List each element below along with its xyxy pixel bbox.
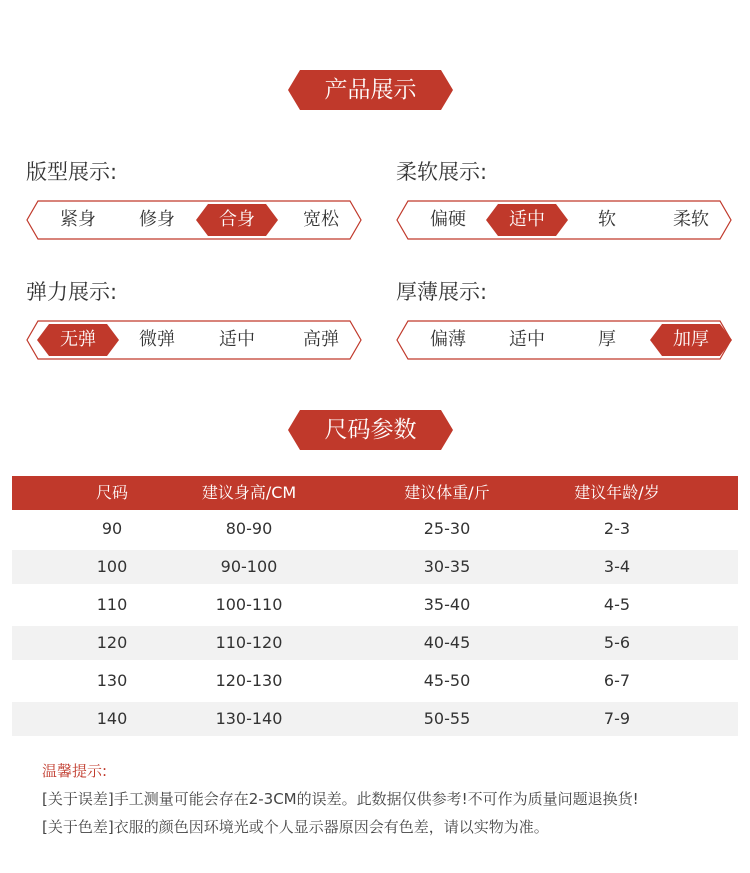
attr-scale-fit — [26, 200, 362, 240]
cell-size: 140 — [96, 709, 128, 728]
cell-age: 6-7 — [603, 671, 631, 690]
cell-age: 2-3 — [603, 519, 631, 538]
attr-scale-thickness — [396, 320, 732, 360]
scale-option: 宽松 — [303, 209, 339, 230]
cell-height: 130-140 — [215, 709, 283, 728]
note-line-error: [关于误差]手工测量可能会存在2-3CM的误差。此数据仅供参考!不可作为质量问题退换货! — [42, 790, 639, 808]
scale-option: 适中 — [509, 329, 545, 350]
scale-option: 微弹 — [139, 329, 175, 350]
notes-title: 温馨提示: — [42, 762, 108, 780]
cell-age: 3-4 — [603, 557, 631, 576]
scale-option: 修身 — [139, 209, 175, 230]
section-banner-size — [288, 410, 453, 450]
scale-option: 高弹 — [303, 329, 339, 350]
cell-weight: 35-40 — [423, 595, 471, 614]
scale-option: 加厚 — [673, 329, 709, 350]
attr-title-elasticity: 弹力展示: — [26, 280, 118, 304]
table-row — [12, 588, 738, 622]
header-age: 建议年龄/岁 — [574, 483, 660, 502]
attr-scale-elasticity — [26, 320, 362, 360]
cell-size: 110 — [96, 595, 128, 614]
cell-height: 100-110 — [215, 595, 283, 614]
table-row — [12, 512, 738, 546]
cell-height: 110-120 — [215, 633, 283, 652]
cell-height: 90-100 — [220, 557, 278, 576]
scale-option: 适中 — [219, 329, 255, 350]
attr-scale-softness — [396, 200, 732, 240]
cell-weight: 25-30 — [423, 519, 471, 538]
cell-weight: 45-50 — [423, 671, 471, 690]
cell-size: 100 — [96, 557, 128, 576]
cell-weight: 30-35 — [423, 557, 471, 576]
section-title-size: 尺码参数 — [324, 417, 417, 443]
table-row — [12, 702, 738, 736]
cell-age: 5-6 — [603, 633, 631, 652]
cell-age: 7-9 — [603, 709, 631, 728]
scale-option: 偏薄 — [430, 329, 466, 350]
scale-option: 软 — [598, 209, 616, 230]
notes-block — [42, 757, 742, 841]
cell-age: 4-5 — [603, 595, 631, 614]
note-line-color: [关于色差]衣服的颜色因环境光或个人显示器原因会有色差，请以实物为准。 — [42, 818, 549, 836]
cell-weight: 40-45 — [423, 633, 471, 652]
scale-option: 紧身 — [60, 209, 96, 230]
scale-option: 无弹 — [60, 329, 96, 350]
cell-size: 130 — [96, 671, 128, 690]
section-title-display: 产品展示 — [324, 77, 417, 103]
scale-option: 厚 — [598, 329, 616, 350]
attr-title-fit: 版型展示: — [26, 160, 118, 184]
cell-size: 90 — [101, 519, 123, 538]
attr-title-thickness: 厚薄展示: — [396, 280, 488, 304]
table-row — [12, 626, 738, 660]
table-row — [12, 550, 738, 584]
section-banner-display — [288, 70, 453, 110]
cell-height: 120-130 — [215, 671, 283, 690]
scale-option: 适中 — [509, 209, 545, 230]
table-row — [12, 664, 738, 698]
scale-option: 偏硬 — [430, 209, 466, 230]
header-height: 建议身高/CM — [201, 483, 297, 502]
header-weight: 建议体重/斤 — [404, 483, 490, 502]
attr-title-softness: 柔软展示: — [396, 160, 488, 184]
cell-size: 120 — [96, 633, 128, 652]
cell-weight: 50-55 — [423, 709, 471, 728]
scale-option: 合身 — [219, 209, 255, 230]
cell-height: 80-90 — [225, 519, 273, 538]
header-size: 尺码 — [95, 483, 128, 502]
size-table-header — [12, 476, 738, 510]
scale-option: 柔软 — [673, 209, 709, 230]
